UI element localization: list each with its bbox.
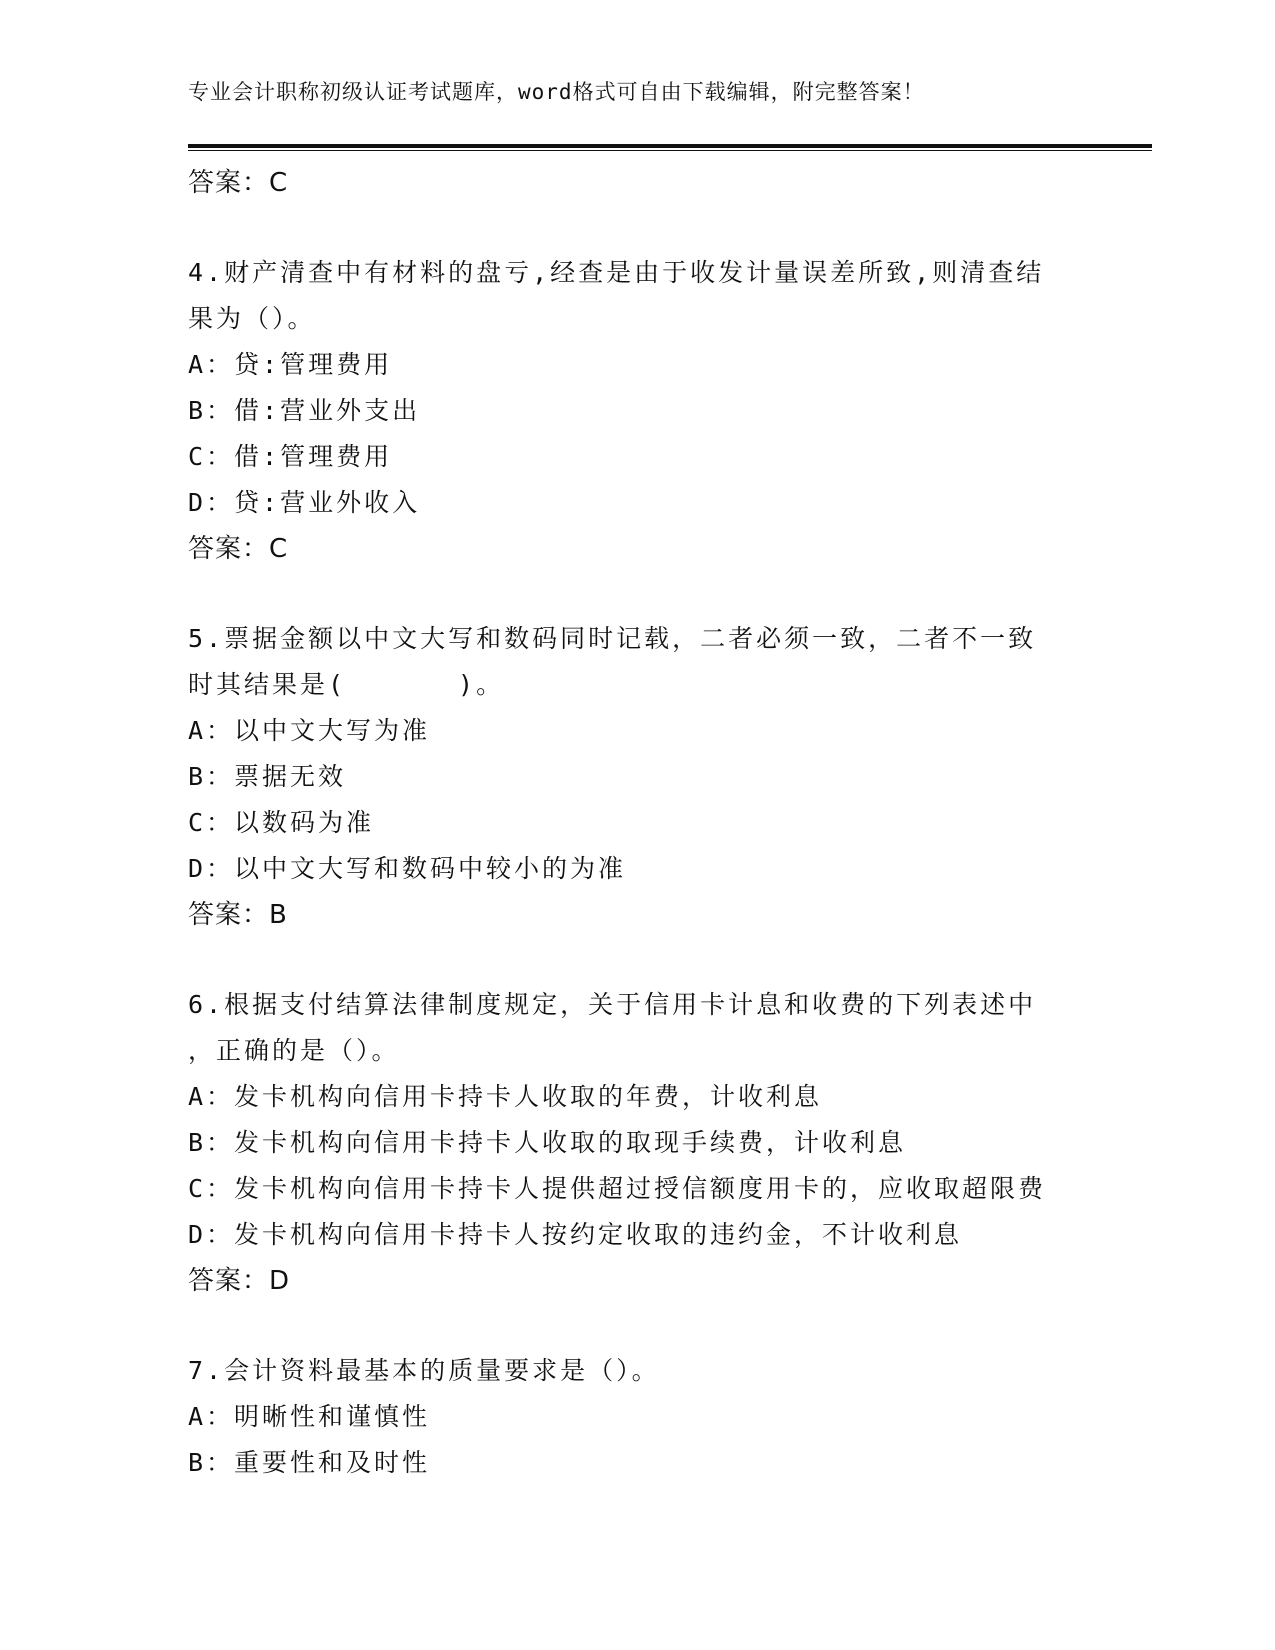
question-stem-line: 4.财产清查中有材料的盘亏,经查是由于收发计量误差所致,则清查结 — [188, 258, 1045, 287]
answer-line: 答案：C — [188, 168, 289, 198]
option-c: C：借:管理费用 — [188, 442, 393, 471]
question-block — [188, 982, 1088, 1304]
option-c: C：以数码为准 — [188, 808, 375, 837]
question-list — [188, 160, 1088, 1486]
option-a: A：发卡机构向信用卡持卡人收取的年费，计收利息 — [188, 1082, 823, 1111]
question-block — [188, 616, 1088, 938]
answer-line: 答案：C — [188, 534, 289, 564]
option-a: A：明晰性和谨慎性 — [188, 1402, 431, 1431]
question-stem-line: 果为（）。 — [188, 304, 316, 333]
option-b: B：重要性和及时性 — [188, 1448, 431, 1477]
question-block — [188, 250, 1088, 572]
question-stem-line: 5.票据金额以中文大写和数码同时记载，二者必须一致，二者不一致 — [188, 624, 1037, 653]
answer-line: 答案：D — [188, 1266, 291, 1296]
option-b: B：票据无效 — [188, 762, 347, 791]
question-stem-line: 7.会计资料最基本的质量要求是（）。 — [188, 1356, 660, 1385]
option-a: A：以中文大写为准 — [188, 716, 431, 745]
answer-line: 答案：B — [188, 900, 288, 930]
option-d: D：以中文大写和数码中较小的为准 — [188, 854, 627, 883]
option-d: D：贷:营业外收入 — [188, 488, 421, 517]
option-b: B：发卡机构向信用卡持卡人收取的取现手续费，计收利息 — [188, 1128, 907, 1157]
page-header: 专业会计职称初级认证考试题库，word格式可自由下载编辑，附完整答案！ — [188, 80, 925, 104]
header-rule-thin — [188, 150, 1152, 151]
question-stem-line: ，正确的是（）。 — [188, 1036, 400, 1065]
option-b: B：借:营业外支出 — [188, 396, 421, 425]
header-rule-thick — [188, 144, 1152, 148]
option-d: D：发卡机构向信用卡持卡人按约定收取的违约金，不计收利息 — [188, 1220, 963, 1249]
question-stem-line: 时其结果是( )。 — [188, 670, 505, 699]
option-c: C：发卡机构向信用卡持卡人提供超过授信额度用卡的，应收取超限费 — [188, 1174, 1047, 1203]
question-block — [188, 1348, 1088, 1486]
option-a: A：贷:管理费用 — [188, 350, 393, 379]
question-stem-line: 6.根据支付结算法律制度规定，关于信用卡计息和收费的下列表述中 — [188, 990, 1037, 1019]
